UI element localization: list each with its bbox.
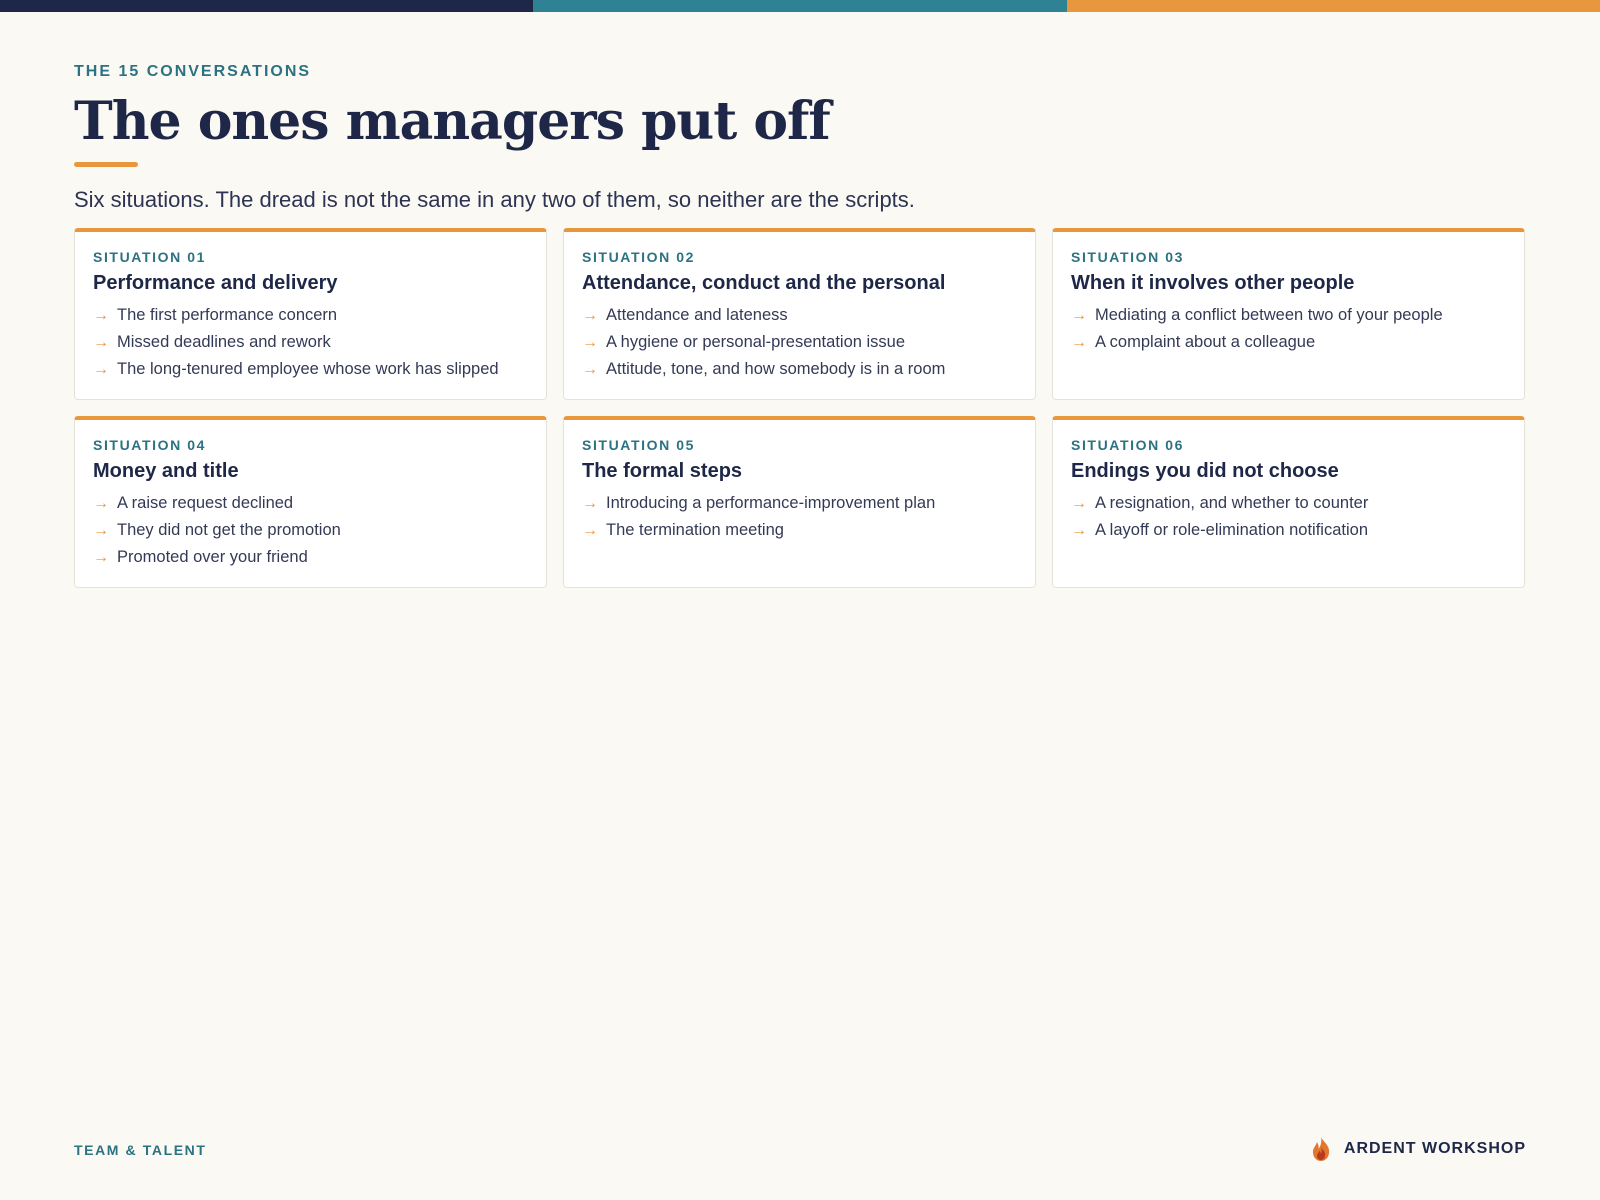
arrow-right-icon: → — [93, 522, 109, 539]
conversation-list — [582, 490, 1017, 544]
conversation-item-text: Attendance and lateness — [606, 306, 788, 324]
arrow-right-icon: → — [1071, 307, 1087, 324]
situation-card — [1052, 416, 1525, 588]
arrow-right-icon: → — [93, 334, 109, 351]
situations-grid — [74, 228, 1526, 588]
stripe-segment-teal — [533, 0, 1066, 12]
conversation-list — [93, 490, 528, 571]
situation-card — [74, 416, 547, 588]
conversation-item-text: Promoted over your friend — [117, 548, 308, 566]
conversation-item — [582, 356, 1017, 383]
conversation-item-text: The first performance concern — [117, 306, 338, 324]
conversation-item — [93, 302, 528, 329]
conversation-item — [582, 302, 1017, 329]
conversation-item-text: Missed deadlines and rework — [117, 333, 331, 351]
conversation-item-text: A complaint about a colleague — [1095, 333, 1316, 351]
conversation-item — [93, 356, 528, 383]
title-underline — [74, 162, 138, 167]
situation-card — [1052, 228, 1525, 400]
arrow-right-icon: → — [582, 361, 598, 378]
conversation-item — [1071, 490, 1506, 517]
footer-section-label: TEAM & TALENT — [74, 1142, 207, 1158]
conversation-item — [582, 517, 1017, 544]
situation-card — [563, 228, 1036, 400]
flame-logo-icon — [1310, 1136, 1332, 1162]
situation-card — [563, 416, 1036, 588]
conversation-list — [582, 302, 1017, 383]
arrow-right-icon: → — [93, 361, 109, 378]
situation-title: Attendance, conduct and the personal — [582, 272, 946, 294]
footer-brand — [1310, 1136, 1526, 1162]
stripe-segment-navy — [0, 0, 533, 12]
conversation-item — [1071, 302, 1506, 329]
conversation-item-text: The long-tenured employee whose work has slipped — [117, 360, 499, 378]
arrow-right-icon: → — [93, 549, 109, 566]
situation-number: SITUATION 04 — [93, 437, 207, 453]
conversation-item-text: A resignation, and whether to counter — [1095, 494, 1369, 512]
section-eyebrow: THE 15 CONVERSATIONS — [74, 63, 312, 80]
situation-number: SITUATION 05 — [582, 437, 696, 453]
conversation-item-text: Attitude, tone, and how somebody is in a room — [606, 360, 946, 378]
page-title: The ones managers put off — [74, 91, 830, 152]
conversation-item — [93, 329, 528, 356]
arrow-right-icon: → — [582, 522, 598, 539]
situation-card — [74, 228, 547, 400]
conversation-item-text: Mediating a conflict between two of your people — [1095, 306, 1443, 324]
conversation-item — [582, 329, 1017, 356]
conversation-item — [1071, 329, 1506, 356]
conversation-list — [1071, 490, 1506, 544]
header — [74, 62, 1526, 215]
situation-number: SITUATION 06 — [1071, 437, 1185, 453]
conversation-item-text: The termination meeting — [606, 521, 784, 539]
arrow-right-icon: → — [93, 307, 109, 324]
situation-title: Money and title — [93, 460, 239, 482]
arrow-right-icon: → — [582, 334, 598, 351]
situation-title: The formal steps — [582, 460, 743, 482]
arrow-right-icon: → — [93, 495, 109, 512]
conversation-item-text: A raise request declined — [117, 494, 294, 512]
situation-number: SITUATION 01 — [93, 249, 207, 265]
arrow-right-icon: → — [1071, 334, 1087, 351]
situation-title: Performance and delivery — [93, 272, 338, 294]
conversation-item-text: A hygiene or personal-presentation issue — [606, 333, 906, 351]
conversation-item-text: Introducing a performance-improvement plan — [606, 494, 936, 512]
situation-title: Endings you did not choose — [1071, 460, 1339, 482]
stripe-segment-orange — [1067, 0, 1600, 12]
arrow-right-icon: → — [582, 495, 598, 512]
situation-title: When it involves other people — [1071, 272, 1355, 294]
top-color-stripe — [0, 0, 1600, 12]
conversation-item — [93, 544, 528, 571]
page-subtitle: Six situations. The dread is not the same in any two of them, so neither are the scripts. — [74, 187, 915, 212]
arrow-right-icon: → — [1071, 495, 1087, 512]
conversation-item — [93, 490, 528, 517]
conversation-item-text: They did not get the promotion — [117, 521, 341, 539]
arrow-right-icon: → — [1071, 522, 1087, 539]
arrow-right-icon: → — [582, 307, 598, 324]
conversation-item — [1071, 517, 1506, 544]
conversation-list — [1071, 302, 1506, 356]
situation-number: SITUATION 02 — [582, 249, 696, 265]
conversation-item — [93, 517, 528, 544]
conversation-item — [582, 490, 1017, 517]
conversation-item-text: A layoff or role-elimination notification — [1095, 521, 1369, 539]
brand-name: ARDENT WORKSHOP — [1343, 1140, 1526, 1157]
situation-number: SITUATION 03 — [1071, 249, 1185, 265]
conversation-list — [93, 302, 528, 383]
